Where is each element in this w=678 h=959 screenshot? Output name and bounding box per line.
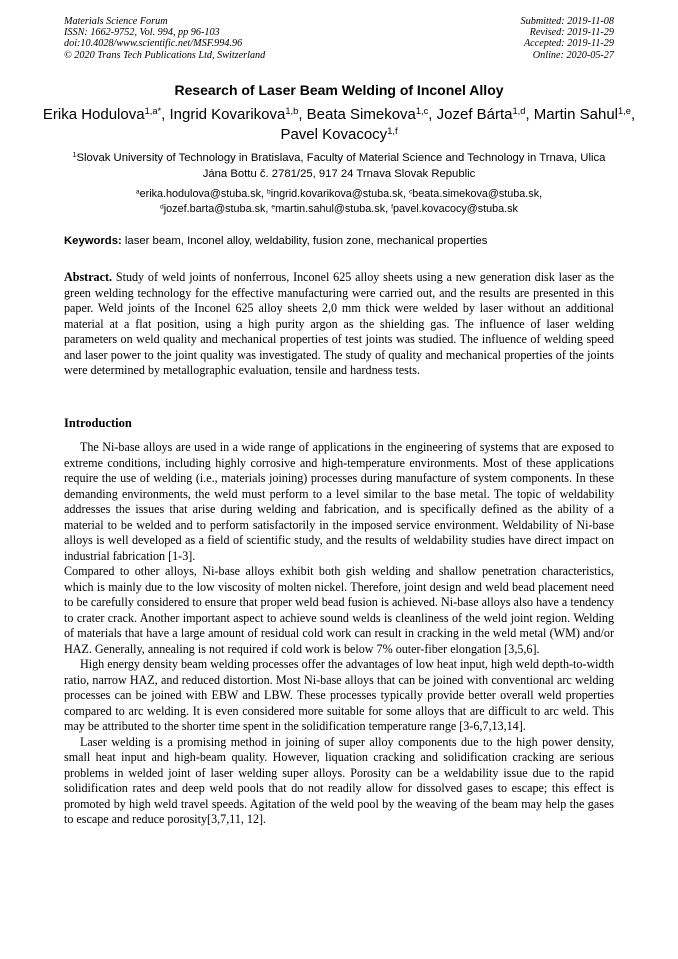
email-link[interactable]: $^d$jozef.barta@stuba.sk <box>160 203 266 215</box>
keywords-label: Keywords: <box>64 235 122 247</box>
section-heading: Introduction <box>64 416 132 430</box>
date-online: Online: 2020-05-27 <box>532 49 614 61</box>
paragraph: High energy density beam welding processes offer the advantages of low heat input, high weld depth-to-width ratio, narrow HAZ, and reduced distortion. Most Ni-base alloys that can be joined with conventional arc welding processes can be joined with EBW and LBW. These processes typically provide better overall weld properties compared to arc welding. It is even considered more suitable for some alloys that are difficult to arc weld. This may be attributed to the shorter time spent in the solidification temperature range [3-6,7,13,14]. <box>64 657 614 733</box>
email-link[interactable]: $^c$beata.simekova@stuba.sk <box>408 188 540 200</box>
email-link[interactable]: $^b$ingrid.kovarikova@stuba.sk <box>267 188 403 200</box>
journal-info <box>64 16 265 61</box>
introduction-body <box>64 440 614 828</box>
abstract-text: Study of weld joints of nonferrous, Inconel 625 alloy sheets using a new generation disk laser as the green welding technology for the effective manufacturing were carried out, and the results are presented in this paper. Weld joints of the Inconel 625 alloy sheets 2,0 mm thick were welded by laser without an additional material at a flat position, using a high purity argon as the shielding gas. The influence of laser welding parameters on weld quality and mechanical properties of test joints was studied. The influence of welding speed and laser power to the joint quality was investigated. The study of quality and mechanical properties of the joints were determined by metallographic evaluation, tensile and hardness tests. <box>64 270 614 377</box>
paper-title: Research of Laser Beam Welding of Inconel Alloy <box>174 82 504 98</box>
author: Erika Hodulova$^{1,a*}$ <box>42 105 162 123</box>
abstract <box>64 270 614 379</box>
paragraph: The Ni-base alloys are used in a wide range of applications in the engineering of systems that are exposed to extreme conditions, including highly corrosive and high-temperature environments. Most of these applications require the use of welding (i.e., materials joining) processes during manufacture of system components. In these demanding environments, the weld must perform to a level similar to the base metal. The topic of weldability addresses the issues that arise during welding and fabrication, and is specifically defined as the ability of a material to be welded and to perform satisfactorily in the imposed service environment. Weldability of Ni-base alloys is well developed as a field of scientific study, and the results of weldability studies have direct impact on industrial fabrication [1-3]. <box>64 440 614 563</box>
author: Ingrid Kovarikova$^{1,b}$ <box>169 105 299 123</box>
journal-issn: ISSN: 1662-9752, Vol. 994, pp 96-103 <box>64 27 220 39</box>
journal-name: Materials Science Forum <box>64 16 168 27</box>
date-submitted: Submitted: 2019-11-08 <box>520 16 614 27</box>
journal-doi: doi:10.4028/www.scientific.net/MSF.994.96 <box>64 38 243 50</box>
author: Martin Sahul$^{1,e}$ <box>533 105 631 123</box>
date-revised: Revised: 2019-11-29 <box>529 27 614 39</box>
keywords <box>64 235 614 247</box>
author: Jozef Bárta$^{1,d}$ <box>436 105 526 123</box>
author: Pavel Kovacocy$^{1,f}$ <box>280 125 398 143</box>
paragraph: Compared to other alloys, Ni-base alloys exhibit both gish welding and shallow penetration characteristics, which is mainly due to the low viscosity of molten nickel. Therefore, joint design and weld bead placement need to be carefully considered to ensure that proper weld bead fusion is achieved. Ni-base alloys also have a tendency to crater crack. Another important aspect to achieve sound welds is cleanliness of the weld joint region. Welding of materials that have a large amount of residual cold work can result in cracking in the weld metal (WM) and/or HAZ. Generally, annealing is not required if cold work is below 7% outer-fiber elongation [3,5,6]. <box>64 564 614 656</box>
keywords-text: laser beam, Inconel alloy, weldability, fusion zone, mechanical properties <box>124 235 488 247</box>
date-accepted: Accepted: 2019-11-29 <box>523 38 614 50</box>
paragraph: Laser welding is a promising method in joining of super alloy components due to the high power density, small heat input and high-beam quality. However, liquation cracking and solidification cracking are serious problems in welded joint of laser welding super alloys. Porosity can be a weldability issue due to the rapid solidification rates and deep weld pools that do not readily allow for dissolved gases to escape; this effect is promoted by high weld travel speeds. Agitation of the weld pool by the weaving of the beam may help the gases to escape and reduce porosity[3,7,11, 12]. <box>64 734 614 826</box>
email-link[interactable]: $^e$martin.sahul@stuba.sk <box>271 203 386 215</box>
abstract-label: Abstract. <box>64 270 113 284</box>
author: Beata Simekova$^{1,c}$ <box>306 105 429 123</box>
email-link[interactable]: $^f$pavel.kovacocy@stuba.sk <box>391 203 518 215</box>
journal-copyright: © 2020 Trans Tech Publications Ltd, Switzerland <box>64 49 266 61</box>
affiliation: $^1$Slovak University of Technology in Bratislava, Faculty of Material Science and Technology in Trnava, Ulica Jána Bottu č. 2781/25, 917 24 Trnava Slovak Republic <box>72 152 606 180</box>
email-link[interactable]: $^a$erika.hodulova@stuba.sk <box>135 188 262 200</box>
author-emails: $^a$erika.hodulova@stuba.sk, $^b$ingrid.kovarikova@stuba.sk, $^c$beata.simekova@stuba.sk, $^d$jozef.barta@stuba.sk, $^e$martin.sahul@stuba.sk, $^f$pavel.kovacocy@stuba.sk <box>135 188 543 215</box>
publication-dates <box>521 16 614 61</box>
author-list: Erika Hodulova$^{1,a*}$, Ingrid Kovarikova$^{1,b}$, Beata Simekova$^{1,c}$, Jozef Bárta$^{1,d}$, Martin Sahul$^{1,e}$, Pavel Kovacocy$^{1,f}$ <box>42 105 636 143</box>
